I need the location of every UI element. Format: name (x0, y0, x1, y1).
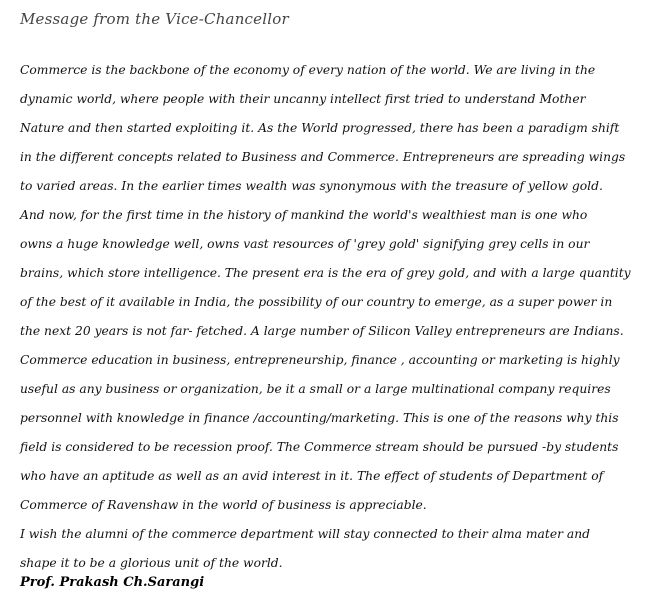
body-line: dynamic world, where people with their uncanny intellect first tried to understand Mother (20, 92, 586, 106)
body-line: of the best of it available in India, the possibility of our country to emerge, as a super power in (20, 295, 613, 309)
body-line: Commerce is the backbone of the economy of every nation of the world. We are living in the (20, 63, 596, 77)
body-line: Commerce education in business, entrepreneurship, finance , accounting or marketing is highly (20, 353, 620, 367)
message-body (20, 56, 640, 578)
signature: Prof. Prakash Ch.Sarangi (20, 575, 205, 590)
body-line: field is considered to be recession proof. The Commerce stream should be pursued -by students (20, 440, 619, 454)
body-line: in the different concepts related to Business and Commerce. Entrepreneurs are spreading wings (20, 150, 626, 164)
body-line: Commerce of Ravenshaw in the world of business is appreciable. (20, 498, 427, 512)
body-line: to varied areas. In the earlier times wealth was synonymous with the treasure of yellow gold. (20, 179, 603, 193)
body-line: shape it to be a glorious unit of the world. (20, 556, 283, 570)
body-line: useful as any business or organization, be it a small or a large multinational company requires (20, 382, 611, 396)
body-line: who have an aptitude as well as an avid interest in it. The effect of students of Department of (20, 469, 604, 483)
body-line: personnel with knowledge in finance /accounting/marketing. This is one of the reasons why this (20, 411, 619, 425)
body-line: And now, for the first time in the history of mankind the world's wealthiest man is one who (20, 208, 588, 222)
body-line: the next 20 years is not far- fetched. A large number of Silicon Valley entrepreneurs are Indians. (20, 324, 624, 338)
body-line: I wish the alumni of the commerce department will stay connected to their alma mater and (20, 527, 591, 541)
page-title: Message from the Vice-Chancellor (20, 10, 289, 28)
body-line: Nature and then started exploiting it. As the World progressed, there has been a paradigm shift (20, 121, 620, 135)
body-line: brains, which store intelligence. The present era is the era of grey gold, and with a large quantity (20, 266, 631, 280)
body-line: owns a huge knowledge well, owns vast resources of 'grey gold' signifying grey cells in our (20, 237, 590, 251)
